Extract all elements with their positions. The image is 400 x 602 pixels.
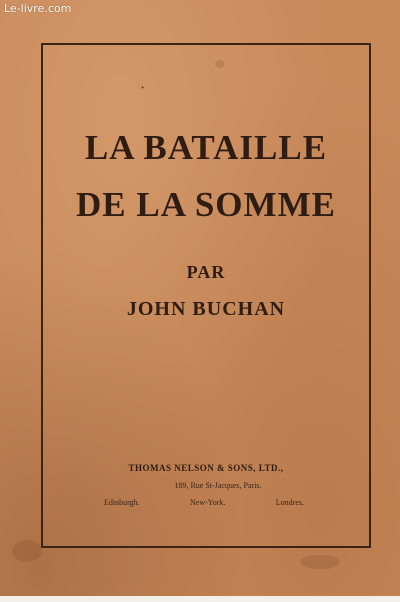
city-new-york: New-York. (190, 498, 226, 507)
printer-mark: ꞏ (141, 83, 145, 94)
paper-stain (12, 540, 42, 562)
by-label: PAR (186, 262, 226, 282)
city-edinburgh: Edinburgh. (104, 498, 140, 507)
publisher-name: THOMAS NELSON & SONS, LTD., (128, 463, 284, 473)
title-line-1: LA BATAILLE (84, 128, 328, 167)
publisher-address (41, 481, 371, 490)
title-line-2: DE LA SOMME (76, 185, 336, 224)
address-text: 189, Rue St-Jacques, Paris. (174, 481, 262, 490)
paper-stain (300, 555, 340, 569)
author-name: JOHN BUCHAN (126, 298, 286, 320)
city-londres: Londres. (275, 498, 304, 507)
publisher-cities (104, 498, 304, 507)
watermark: Le-livre.com (4, 2, 72, 15)
